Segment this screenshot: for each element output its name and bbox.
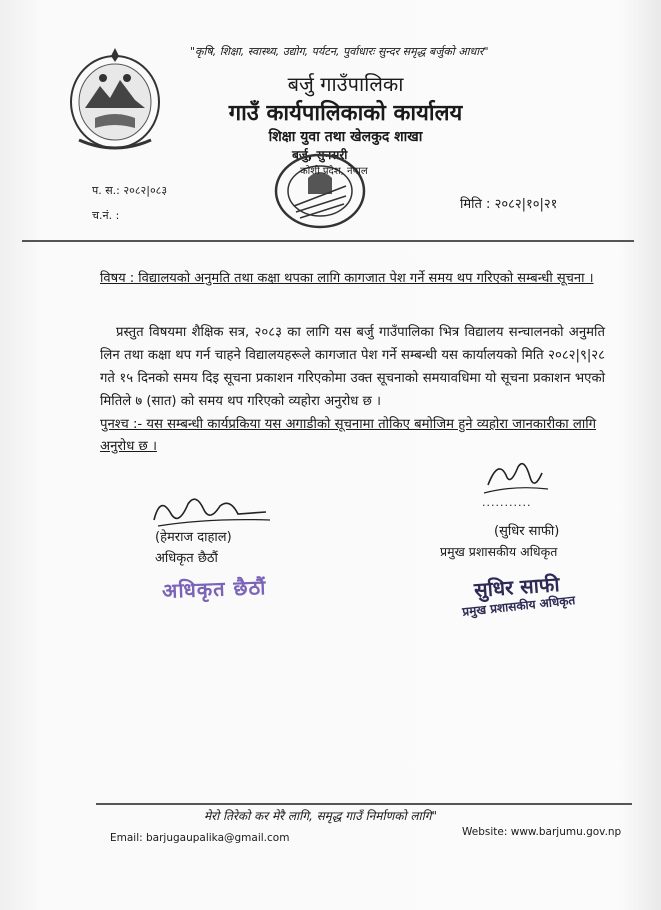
right-signatory-title: प्रमुख प्रशासकीय अधिकृत (440, 544, 558, 559)
office-name: गाउँ कार्यपालिकाको कार्यालय (228, 101, 463, 126)
right-stamp-title: प्रमुख प्रशासकीय अधिकृत (461, 593, 576, 619)
reference-number: प. स.: २०८२|०८३ (92, 184, 168, 197)
header-motto: "कृषि, शिक्षा, स्वास्थ्य, उद्योग, पर्यटन, पुर्वाधारः सुन्दर समृद्ध बर्जुको आधार" (190, 45, 489, 58)
left-signatory-title: अधिकृत छैठौं (155, 551, 218, 566)
left-signatory-name: (हेमराज दाहाल) (155, 530, 232, 545)
right-stamp-name: सुधिर साफी (473, 572, 561, 602)
municipality-name: बर्जु गाउँपालिका (287, 72, 404, 96)
body-paragraph: प्रस्तुत विषयमा शैक्षिक सत्र, २०८३ का लागि यस बर्जु गाउँपालिका भित्र विद्यालय सन्चालनको अनुमति लिन तथा कक्षा थप गर्न चाहने विद्यालयहरूले कागजात पेश गर्ने सम्बन्धी यस कार्यालयको मिति २०८२|९|२८ गते १५ दिनको समय दिइ सूचना प्रकाशन गरिएकोमा उक्त सूचनाको समयावधिमा यो सूचना प्रकाशन भएको मितिले ७ (सात) को समय थप गरिएको व्यहोरा अनुरोध छ । (100, 325, 605, 409)
signature-dotted-line: ........... (482, 496, 532, 509)
address-line-2: कोशी प्रदेश, नेपाल (300, 166, 368, 177)
footer-divider (96, 803, 632, 805)
left-stamp-text: अधिकृत छैठौं (161, 575, 267, 603)
postscript: पुनश्च :- यस सम्बन्धी कार्यप्रकिया यस अगाडीको सूचनामा तोकिए बमोजिम हुने व्यहोरा जानकारीका लागि अनुरोध छ । (100, 417, 597, 454)
chalan-number: च.नं. : (92, 209, 120, 222)
header-divider (22, 240, 634, 242)
address-line-1: बर्जु, सुनसरी (292, 148, 348, 162)
subject-line: विषय : विद्यालयको अनुमति तथा कक्षा थपका लागि कागजात पेश गर्ने समय थप गरिएको सम्बन्धी सूचना । (100, 271, 594, 286)
footer-website: Website: www.barjumu.gov.np (462, 826, 622, 838)
footer-motto: मेरो तिरेको कर मेरै लागि, समृद्ध गाउँ निर्माणको लागि" (204, 809, 438, 823)
right-signature (480, 455, 550, 500)
footer-email: Email: barjugaupalika@gmail.com (110, 832, 290, 844)
letter-date: मिति : २०८२|१०|२१ (460, 197, 558, 212)
section-name: शिक्षा युवा तथा खेलकुद शाखा (268, 129, 423, 145)
right-signatory-name: (सुधिर साफी) (494, 524, 560, 539)
